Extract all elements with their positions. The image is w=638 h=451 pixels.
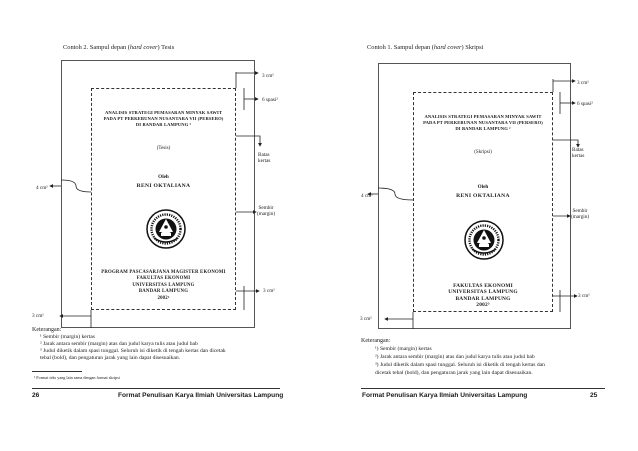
cover-title: ANALISIS STRATEGI PEMASARAN MINYAK SAWIT PADA PT PERKEBUNAN NUSANTARA VII (PERSERO) DI BANDAR LAMPUNG ²: [423, 114, 543, 132]
legend-item: ² Jarak antara sembir (margin) atas dan judul karya tulis atau judul bab: [40, 341, 198, 347]
legend-item: tebal (bold), dan pengaturan jarak yang lain dapat disesuaikan.: [40, 355, 181, 361]
right-page: [319, 0, 638, 451]
label-left-margin: 4 cm¹: [36, 185, 48, 191]
label-right-margin: 3 cm¹: [578, 293, 590, 299]
cover-author: RENI OKTALIANA: [456, 193, 510, 199]
footer-rule: [361, 388, 605, 389]
label-spacing: 6 spasi²: [262, 97, 278, 103]
label-paper-edge: Batas kertas: [258, 152, 271, 164]
cover-title: ANALISIS STRATEGI PEMASARAN MINYAK SAWIT PADA PT PERKEBUNAN NUSANTARA VII (PERSERO) DI BANDAR LAMPUNG ²: [103, 110, 224, 128]
footer-page-number: 25: [590, 392, 598, 399]
cover-institution: FAKULTAS EKONOMI UNIVERSITAS LAMPUNG BANDAR LAMPUNG 2002³: [448, 283, 518, 309]
label-bottom-margin: 3 cm¹: [360, 316, 372, 322]
cover-by: Oleh: [158, 174, 169, 180]
label-bottom-margin: 3 cm¹: [32, 313, 44, 319]
legend-heading: Keterangan:: [32, 327, 62, 333]
cover-institution: PROGRAM PASCASARJANA MAGISTER EKONOMI FAKULTAS EKONOMI UNIVERSITAS LAMPUNG BANDAR LAMPUNG 2002³: [101, 270, 226, 301]
footer-page-number: 26: [32, 392, 40, 399]
footer-title: Format Penulisan Karya Ilmiah Universitas Lampung: [118, 392, 284, 399]
legend-item: ³ Judul diketik dalam spasi tunggal. Seluruh isi diketik di tengah kertas dan dicetak: [40, 348, 226, 354]
example-title: Contoh 1. Sampul depan (hard cover) Skripsi: [367, 44, 484, 51]
footnote-rule: [32, 371, 82, 372]
footnote: ¹ Format teks yang lain sama dengan format skripsi: [34, 375, 120, 380]
legend-item: ³) Judul diketik dalam spasi tunggal. Seluruh isi diketik di tengah kertas dan: [375, 362, 545, 368]
label-margin: Sembir (margin): [257, 205, 276, 217]
legend-item: ²) Jarak antara sembir (margin) atas dan judul karya tulis atau judul bab: [375, 354, 535, 360]
cover-author: RENI OKTALIANA: [136, 183, 191, 189]
cover-type: (Skripsi): [474, 150, 492, 155]
label-right-margin: 3 cm¹: [263, 288, 275, 294]
legend-heading: Keterangan:: [361, 338, 391, 344]
example-title: Contoh 2. Sampul depan (hard cover) Tesis: [63, 44, 175, 51]
legend-item: dicetak tebal (bold), dan pengaturan jarak yang lain dapat disesuaikan.: [375, 370, 533, 376]
footer-title: Format Penulisan Karya Ilmiah Universitas Lampung: [362, 392, 528, 399]
label-spacing: 6 spasi²: [577, 101, 593, 107]
university-seal-icon: [145, 208, 187, 250]
label-left-margin: 4 cm¹: [361, 193, 373, 199]
label-top-margin: 3 cm¹: [262, 73, 274, 79]
legend-item: ¹ Sembir (margin) kertas: [40, 334, 95, 340]
label-margin: Sembir (margin): [571, 208, 590, 220]
cover-type: (Tesis): [156, 146, 171, 151]
label-top-margin: 3 cm¹: [577, 80, 589, 86]
university-seal-icon: [463, 219, 505, 261]
label-paper-edge: Batas kertas: [572, 147, 585, 159]
cover-by: Oleh: [477, 184, 489, 190]
footer-rule: [32, 388, 280, 389]
legend-item: ¹) Sembir (margin) kertas: [375, 346, 432, 352]
